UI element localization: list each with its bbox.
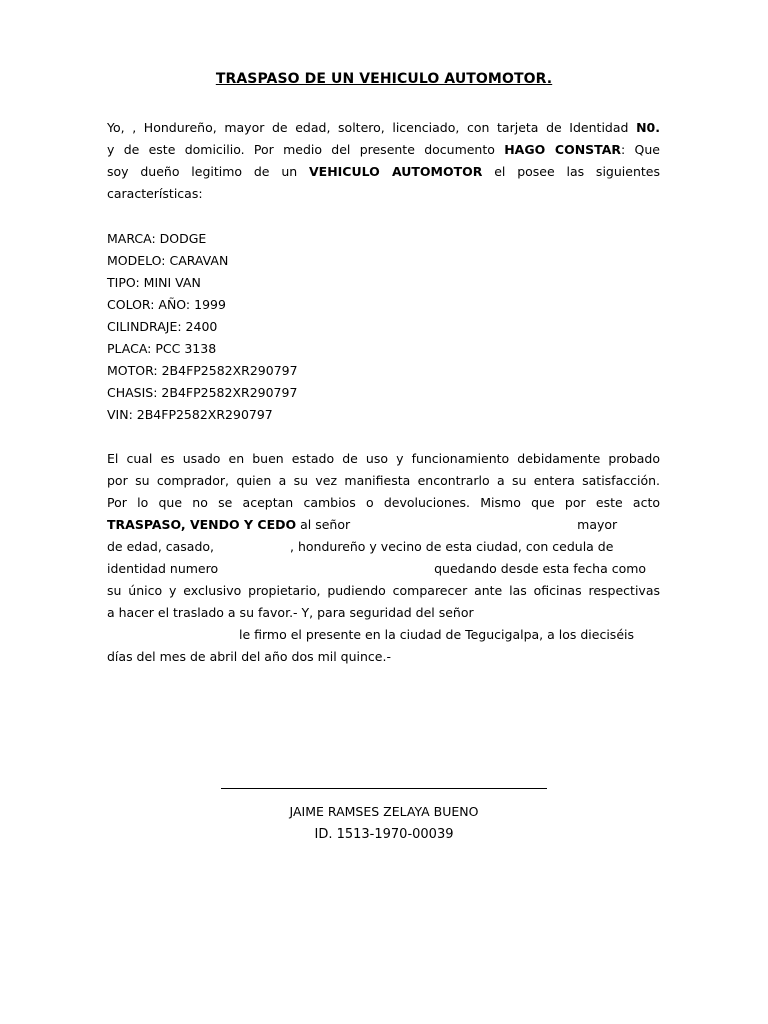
body-line-6: [107, 558, 660, 580]
intro-text: y de este domicilio. Por medio del presente documento: [107, 142, 495, 157]
intro-line-2: [107, 139, 660, 161]
id-number-label: N0.: [636, 120, 660, 135]
body-text: le firmo el presente en la ciudad de Tegucigalpa, a los dieciséis: [239, 627, 634, 642]
signatory-name: JAIME RAMSES ZELAYA BUENO: [289, 804, 479, 819]
spec-modelo: MODELO: CARAVAN: [107, 253, 229, 268]
signatory-id: ID. 1513-1970-00039: [314, 827, 454, 842]
intro-line-1: [107, 117, 660, 139]
intro-text: : Que: [621, 142, 660, 157]
body-line-2: por su comprador, quien a su vez manifiesta encontrarlo a su entera satisfacción.: [107, 473, 660, 488]
intro-line-3: [107, 161, 660, 183]
spec-motor: MOTOR: 2B4FP2582XR290797: [107, 363, 298, 378]
body-line-4: [107, 514, 660, 536]
spec-marca: MARCA: DODGE: [107, 231, 207, 246]
body-text: de edad, casado,: [107, 539, 215, 554]
body-line-10: días del mes de abril del año dos mil quince.-: [107, 649, 391, 664]
spec-tipo: TIPO: MINI VAN: [107, 275, 201, 290]
body-text: quedando desde esta fecha como: [434, 561, 647, 576]
spec-placa: PLACA: PCC 3138: [107, 341, 217, 356]
spec-chasis: CHASIS: 2B4FP2582XR290797: [107, 385, 298, 400]
signature-line: [221, 788, 547, 789]
body-text: mayor: [577, 517, 618, 532]
body-text: a hacer el traslado a su favor.- Y, para seguridad del señor: [107, 605, 474, 620]
body-line-7: su único y exclusivo propietario, pudiendo comparecer ante las oficinas respectivas: [107, 583, 660, 598]
document-title: TRASPASO DE UN VEHICULO AUTOMOTOR.: [215, 71, 553, 87]
vehiculo-automotor-label: VEHICULO AUTOMOTOR: [308, 164, 483, 179]
body-line-3: Por lo que no se aceptan cambios o devoluciones. Mismo que por este acto: [107, 495, 660, 510]
traspaso-label: TRASPASO, VENDO Y CEDO: [107, 517, 297, 532]
vehicle-specs: [107, 228, 298, 426]
intro-text: el posee las siguientes: [494, 164, 660, 179]
intro-text: Yo, , Hondureño, mayor de edad, soltero, licenciado, con tarjeta de Identidad: [107, 120, 629, 135]
body-line-1: El cual es usado en buen estado de uso y funcionamiento debidamente probado: [107, 451, 660, 466]
spec-color-ano: COLOR: AÑO: 1999: [107, 297, 226, 312]
body-paragraph: [107, 448, 660, 668]
body-line-8: [107, 602, 660, 624]
body-text: identidad numero: [107, 561, 219, 576]
body-text: al señor: [300, 517, 351, 532]
intro-paragraph: [107, 117, 660, 205]
spec-vin: VIN: 2B4FP2582XR290797: [107, 407, 273, 422]
body-line-5: [107, 536, 660, 558]
hago-constar-label: HAGO CONSTAR: [504, 142, 622, 157]
intro-text: soy dueño legitimo de un: [107, 164, 298, 179]
intro-line-4: características:: [107, 186, 203, 201]
body-line-9: [107, 624, 660, 646]
spec-cilindraje: CILINDRAJE: 2400: [107, 319, 218, 334]
body-text: , hondureño y vecino de esta ciudad, con cedula de: [290, 539, 614, 554]
